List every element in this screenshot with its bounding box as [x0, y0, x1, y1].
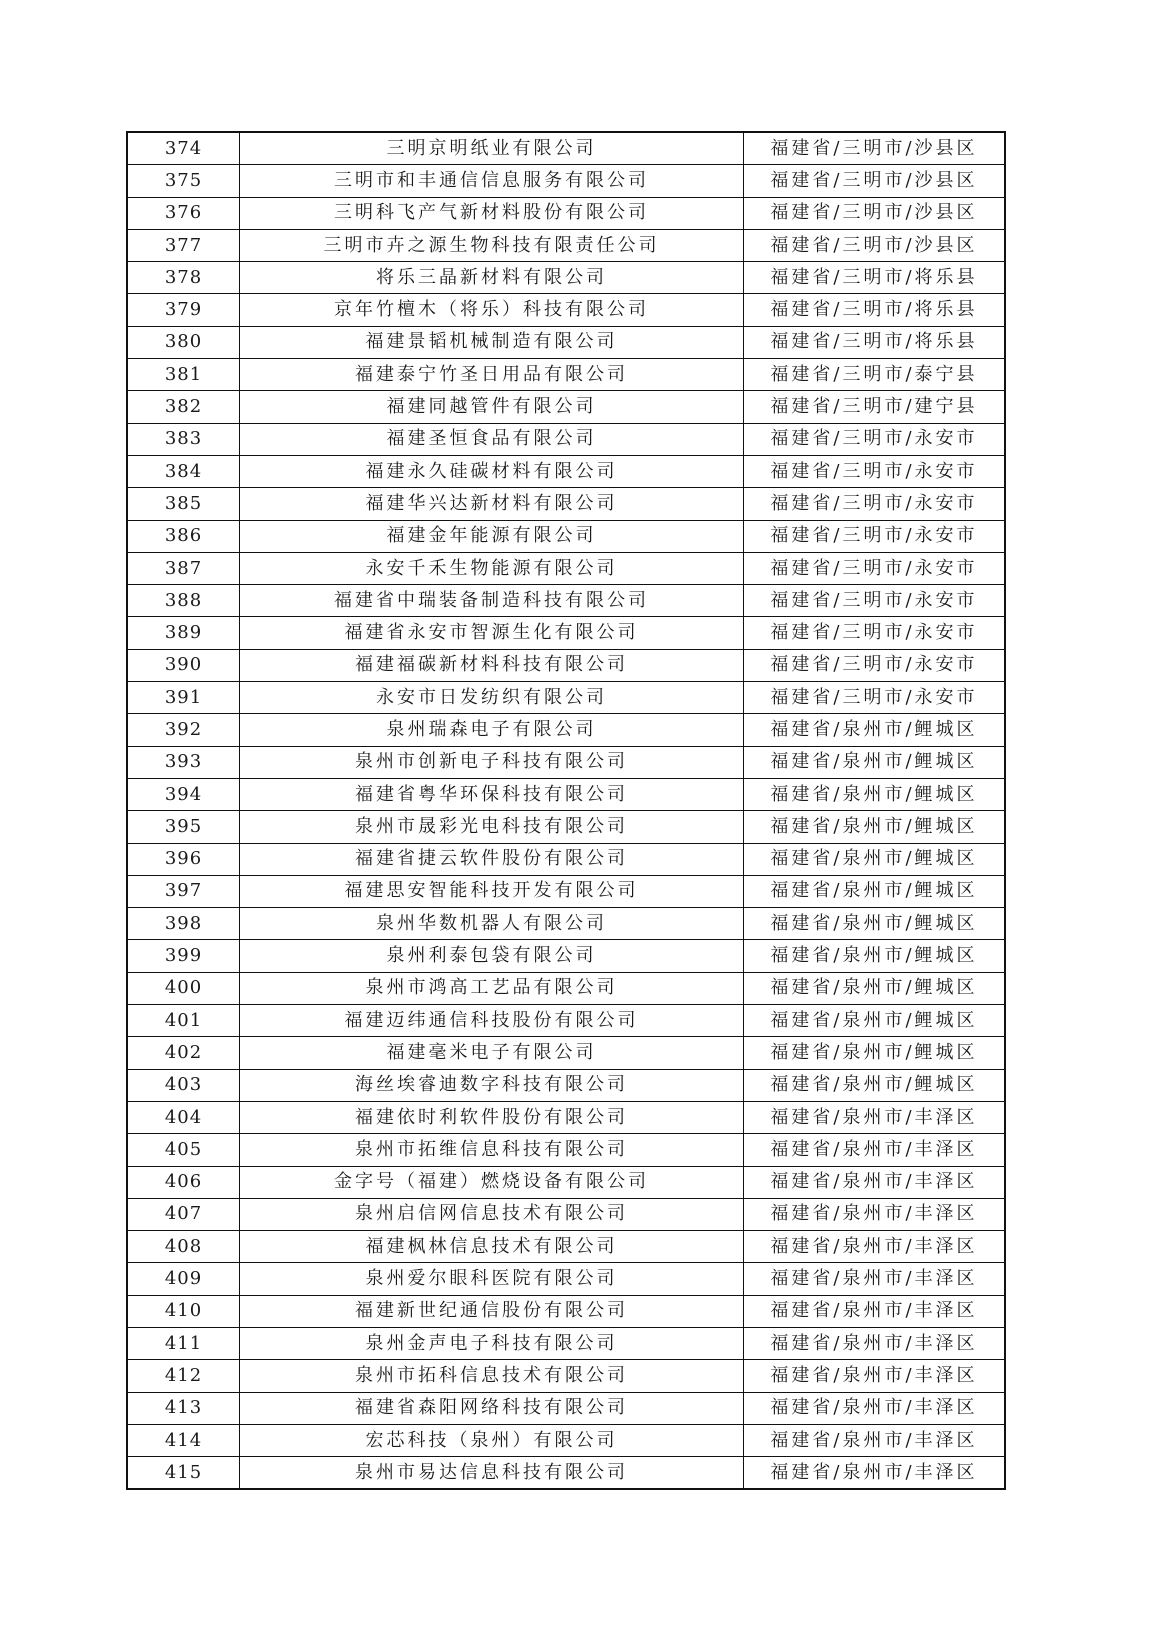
row-number: 403: [127, 1069, 240, 1101]
region-path: 福建省/泉州市/鲤城区: [744, 843, 1006, 875]
region-path: 福建省/泉州市/丰泽区: [744, 1392, 1006, 1424]
table-row: [127, 326, 1005, 358]
table-row: [127, 359, 1005, 391]
region-path: 福建省/泉州市/鲤城区: [744, 908, 1006, 940]
table-row: [127, 1231, 1005, 1263]
company-name: 三明市和丰通信信息服务有限公司: [240, 165, 744, 197]
company-name: 福建金年能源有限公司: [240, 520, 744, 552]
row-number: 387: [127, 552, 240, 584]
region-path: 福建省/泉州市/丰泽区: [744, 1263, 1006, 1295]
table-row: [127, 552, 1005, 584]
table-row: [127, 811, 1005, 843]
row-number: 408: [127, 1231, 240, 1263]
region-path: 福建省/泉州市/丰泽区: [744, 1424, 1006, 1456]
row-number: 409: [127, 1263, 240, 1295]
row-number: 381: [127, 359, 240, 391]
company-name: 福建省捷云软件股份有限公司: [240, 843, 744, 875]
company-name: 泉州市创新电子科技有限公司: [240, 746, 744, 778]
region-path: 福建省/泉州市/鲤城区: [744, 746, 1006, 778]
region-path: 福建省/泉州市/丰泽区: [744, 1457, 1006, 1490]
company-name: 福建华兴达新材料有限公司: [240, 488, 744, 520]
company-name: 泉州市拓维信息科技有限公司: [240, 1134, 744, 1166]
company-name: 永安千禾生物能源有限公司: [240, 552, 744, 584]
row-number: 389: [127, 617, 240, 649]
company-name: 永安市日发纺织有限公司: [240, 682, 744, 714]
region-path: 福建省/泉州市/鲤城区: [744, 1037, 1006, 1069]
table-row: [127, 1424, 1005, 1456]
company-name: 福建省森阳网络科技有限公司: [240, 1392, 744, 1424]
company-name: 泉州瑞森电子有限公司: [240, 714, 744, 746]
company-name: 福建毫米电子有限公司: [240, 1037, 744, 1069]
table-row: [127, 1360, 1005, 1392]
table-row: [127, 197, 1005, 229]
region-path: 福建省/三明市/将乐县: [744, 262, 1006, 294]
table-row: [127, 1327, 1005, 1359]
table-row: [127, 617, 1005, 649]
region-path: 福建省/泉州市/鲤城区: [744, 940, 1006, 972]
company-name: 泉州华数机器人有限公司: [240, 908, 744, 940]
row-number: 375: [127, 165, 240, 197]
row-number: 414: [127, 1424, 240, 1456]
table-row: [127, 1198, 1005, 1230]
table-row: [127, 1005, 1005, 1037]
region-path: 福建省/三明市/将乐县: [744, 326, 1006, 358]
row-number: 391: [127, 682, 240, 714]
table-row: [127, 132, 1005, 165]
region-path: 福建省/三明市/建宁县: [744, 391, 1006, 423]
row-number: 385: [127, 488, 240, 520]
region-path: 福建省/三明市/泰宁县: [744, 359, 1006, 391]
row-number: 378: [127, 262, 240, 294]
company-name: 三明科飞产气新材料股份有限公司: [240, 197, 744, 229]
region-path: 福建省/泉州市/鲤城区: [744, 811, 1006, 843]
row-number: 392: [127, 714, 240, 746]
row-number: 412: [127, 1360, 240, 1392]
region-path: 福建省/泉州市/丰泽区: [744, 1360, 1006, 1392]
company-list-body: [127, 132, 1005, 1489]
table-row: [127, 875, 1005, 907]
row-number: 398: [127, 908, 240, 940]
company-name: 福建省永安市智源生化有限公司: [240, 617, 744, 649]
row-number: 383: [127, 423, 240, 455]
table-row: [127, 1069, 1005, 1101]
row-number: 388: [127, 585, 240, 617]
table-row: [127, 585, 1005, 617]
company-name: 福建圣恒食品有限公司: [240, 423, 744, 455]
region-path: 福建省/三明市/永安市: [744, 423, 1006, 455]
row-number: 396: [127, 843, 240, 875]
region-path: 福建省/三明市/永安市: [744, 617, 1006, 649]
company-name: 泉州市鸿高工艺品有限公司: [240, 972, 744, 1004]
company-name: 宏芯科技（泉州）有限公司: [240, 1424, 744, 1456]
company-name: 海丝埃睿迪数字科技有限公司: [240, 1069, 744, 1101]
company-name: 泉州金声电子科技有限公司: [240, 1327, 744, 1359]
region-path: 福建省/三明市/永安市: [744, 585, 1006, 617]
table-row: [127, 1166, 1005, 1198]
table-row: [127, 262, 1005, 294]
company-name: 福建永久硅碳材料有限公司: [240, 455, 744, 487]
row-number: 386: [127, 520, 240, 552]
company-name: 福建省中瑞装备制造科技有限公司: [240, 585, 744, 617]
company-name: 福建新世纪通信股份有限公司: [240, 1295, 744, 1327]
company-name: 福建迈纬通信科技股份有限公司: [240, 1005, 744, 1037]
row-number: 376: [127, 197, 240, 229]
company-name: 泉州爱尔眼科医院有限公司: [240, 1263, 744, 1295]
region-path: 福建省/泉州市/丰泽区: [744, 1231, 1006, 1263]
company-name: 三明市卉之源生物科技有限责任公司: [240, 229, 744, 261]
row-number: 415: [127, 1457, 240, 1490]
table-row: [127, 1037, 1005, 1069]
table-row: [127, 423, 1005, 455]
region-path: 福建省/泉州市/鲤城区: [744, 1069, 1006, 1101]
row-number: 405: [127, 1134, 240, 1166]
row-number: 407: [127, 1198, 240, 1230]
table-row: [127, 1457, 1005, 1490]
row-number: 397: [127, 875, 240, 907]
row-number: 395: [127, 811, 240, 843]
row-number: 413: [127, 1392, 240, 1424]
region-path: 福建省/三明市/永安市: [744, 552, 1006, 584]
table-row: [127, 746, 1005, 778]
company-name: 福建泰宁竹圣日用品有限公司: [240, 359, 744, 391]
company-name: 福建同越管件有限公司: [240, 391, 744, 423]
region-path: 福建省/泉州市/鲤城区: [744, 778, 1006, 810]
company-name: 福建依时利软件股份有限公司: [240, 1101, 744, 1133]
region-path: 福建省/三明市/永安市: [744, 520, 1006, 552]
table-row: [127, 1101, 1005, 1133]
table-row: [127, 778, 1005, 810]
row-number: 399: [127, 940, 240, 972]
row-number: 400: [127, 972, 240, 1004]
table-row: [127, 649, 1005, 681]
table-row: [127, 843, 1005, 875]
table-row: [127, 1263, 1005, 1295]
company-name: 金字号（福建）燃烧设备有限公司: [240, 1166, 744, 1198]
region-path: 福建省/泉州市/鲤城区: [744, 1005, 1006, 1037]
table-row: [127, 488, 1005, 520]
region-path: 福建省/泉州市/丰泽区: [744, 1327, 1006, 1359]
table-row: [127, 1134, 1005, 1166]
row-number: 406: [127, 1166, 240, 1198]
region-path: 福建省/三明市/沙县区: [744, 229, 1006, 261]
company-name: 福建思安智能科技开发有限公司: [240, 875, 744, 907]
company-name: 福建枫林信息技术有限公司: [240, 1231, 744, 1263]
table-row: [127, 229, 1005, 261]
table-row: [127, 714, 1005, 746]
company-list-table: [126, 131, 1006, 1490]
company-name: 泉州市拓科信息技术有限公司: [240, 1360, 744, 1392]
region-path: 福建省/三明市/永安市: [744, 682, 1006, 714]
table-row: [127, 1392, 1005, 1424]
table-row: [127, 972, 1005, 1004]
company-name: 泉州市晟彩光电科技有限公司: [240, 811, 744, 843]
region-path: 福建省/三明市/沙县区: [744, 165, 1006, 197]
row-number: 382: [127, 391, 240, 423]
company-name: 泉州启信网信息技术有限公司: [240, 1198, 744, 1230]
table-row: [127, 682, 1005, 714]
row-number: 402: [127, 1037, 240, 1069]
row-number: 384: [127, 455, 240, 487]
company-name: 京年竹檀木（将乐）科技有限公司: [240, 294, 744, 326]
company-name: 三明京明纸业有限公司: [240, 132, 744, 165]
region-path: 福建省/三明市/将乐县: [744, 294, 1006, 326]
table-row: [127, 908, 1005, 940]
region-path: 福建省/三明市/沙县区: [744, 197, 1006, 229]
table-row: [127, 294, 1005, 326]
table-row: [127, 455, 1005, 487]
row-number: 411: [127, 1327, 240, 1359]
row-number: 404: [127, 1101, 240, 1133]
table-row: [127, 391, 1005, 423]
row-number: 374: [127, 132, 240, 165]
company-name: 泉州市易达信息科技有限公司: [240, 1457, 744, 1490]
table-row: [127, 520, 1005, 552]
table-row: [127, 165, 1005, 197]
row-number: 393: [127, 746, 240, 778]
region-path: 福建省/泉州市/鲤城区: [744, 972, 1006, 1004]
row-number: 401: [127, 1005, 240, 1037]
region-path: 福建省/三明市/永安市: [744, 649, 1006, 681]
company-name: 福建省粤华环保科技有限公司: [240, 778, 744, 810]
region-path: 福建省/三明市/沙县区: [744, 132, 1006, 165]
company-name: 福建福碳新材料科技有限公司: [240, 649, 744, 681]
region-path: 福建省/泉州市/丰泽区: [744, 1295, 1006, 1327]
row-number: 410: [127, 1295, 240, 1327]
company-name: 福建景韬机械制造有限公司: [240, 326, 744, 358]
table-row: [127, 1295, 1005, 1327]
row-number: 379: [127, 294, 240, 326]
company-name: 将乐三晶新材料有限公司: [240, 262, 744, 294]
region-path: 福建省/泉州市/鲤城区: [744, 875, 1006, 907]
row-number: 390: [127, 649, 240, 681]
row-number: 380: [127, 326, 240, 358]
row-number: 377: [127, 229, 240, 261]
row-number: 394: [127, 778, 240, 810]
region-path: 福建省/泉州市/丰泽区: [744, 1134, 1006, 1166]
region-path: 福建省/泉州市/丰泽区: [744, 1101, 1006, 1133]
region-path: 福建省/三明市/永安市: [744, 455, 1006, 487]
region-path: 福建省/泉州市/丰泽区: [744, 1166, 1006, 1198]
region-path: 福建省/泉州市/丰泽区: [744, 1198, 1006, 1230]
region-path: 福建省/泉州市/鲤城区: [744, 714, 1006, 746]
region-path: 福建省/三明市/永安市: [744, 488, 1006, 520]
company-name: 泉州利泰包袋有限公司: [240, 940, 744, 972]
table-row: [127, 940, 1005, 972]
